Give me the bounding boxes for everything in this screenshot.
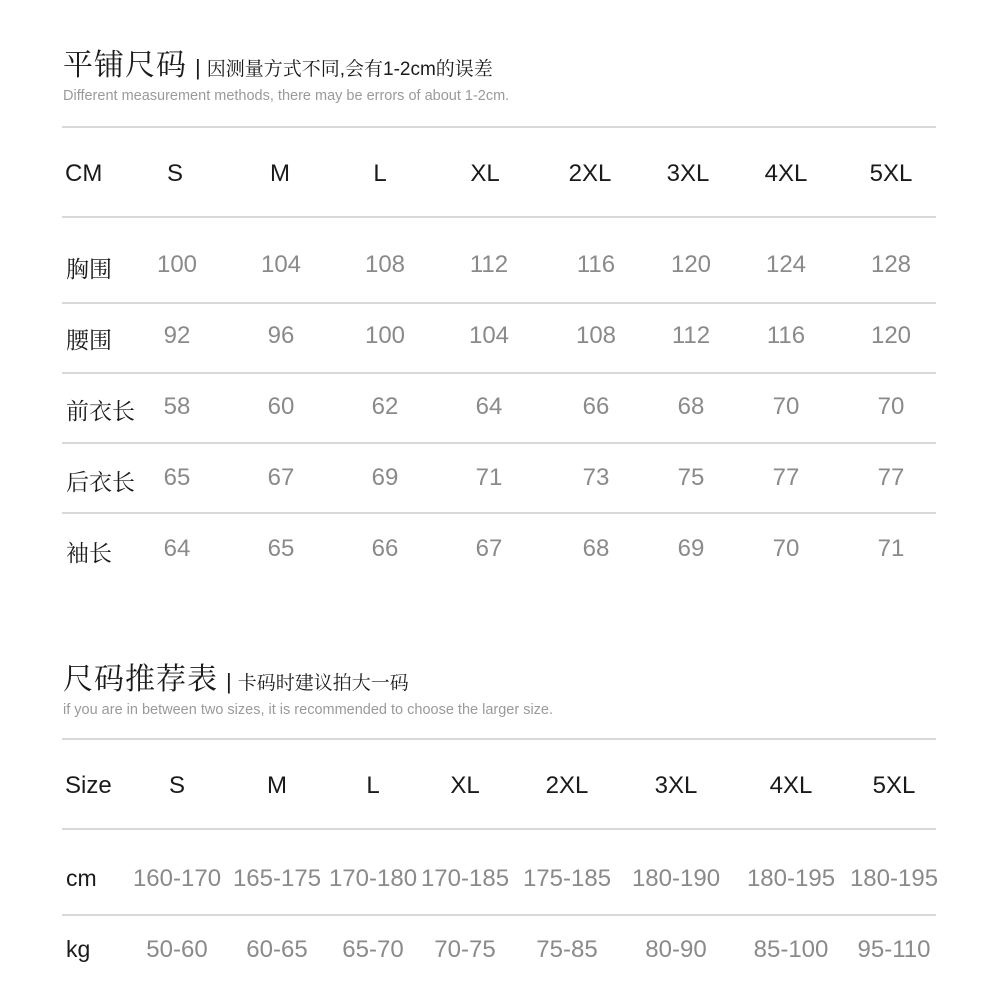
measurement-value: 70 — [772, 393, 800, 420]
table-divider — [62, 126, 936, 128]
table-divider — [62, 512, 936, 514]
weight-range-value: 50-60 — [146, 936, 208, 963]
measurement-value: 67 — [267, 464, 295, 491]
size-chart-title-line — [63, 40, 509, 84]
measurement-value: 71 — [475, 464, 503, 491]
table-divider — [62, 372, 936, 374]
weight-range-value: 60-65 — [246, 936, 308, 963]
header-cell-size: 5XL — [872, 772, 916, 799]
recommendation-title-block — [63, 654, 553, 718]
weight-range-value: 85-100 — [753, 936, 829, 963]
measurement-value: 96 — [267, 322, 295, 349]
row-label: 后衣长 — [66, 469, 135, 495]
height-range-value: 165-175 — [232, 865, 322, 892]
table-divider — [62, 828, 936, 830]
measurement-value: 66 — [371, 535, 399, 562]
header-cell-size: L — [373, 160, 387, 187]
measurement-value: 112 — [671, 322, 711, 349]
measurement-value: 100 — [364, 322, 406, 349]
weight-range-value: 95-110 — [857, 936, 931, 963]
measurement-value: 124 — [765, 251, 807, 278]
title-separator: | — [195, 55, 201, 80]
measurement-value: 70 — [877, 393, 905, 420]
header-cell-size: 2XL — [568, 160, 612, 187]
row-label: kg — [66, 936, 91, 962]
measurement-value: 128 — [870, 251, 912, 278]
table-divider — [62, 914, 936, 916]
measurement-value: 71 — [877, 535, 905, 562]
header-cell-size: M — [267, 772, 287, 799]
header-cell-size: XL — [470, 160, 500, 187]
measurement-value: 64 — [475, 393, 503, 420]
measurement-value: 112 — [469, 251, 509, 278]
header-cell-size: XL — [450, 772, 480, 799]
recommendation-title: 尺码推荐表 — [63, 663, 218, 696]
measurement-value: 65 — [267, 535, 295, 562]
size-chart-title-block — [63, 40, 509, 104]
measurement-value: 62 — [371, 393, 399, 420]
measurement-value: 92 — [163, 322, 191, 349]
header-cell-size: S — [168, 772, 186, 799]
row-label: 袖长 — [66, 540, 112, 566]
header-cell-size: S — [166, 160, 184, 187]
header-cell-size: L — [366, 772, 380, 799]
measurement-value: 75 — [677, 464, 705, 491]
measurement-value: 60 — [267, 393, 295, 420]
weight-range-value: 75-85 — [536, 936, 598, 963]
measurement-value: 116 — [576, 251, 616, 278]
measurement-value: 73 — [582, 464, 610, 491]
header-cell-size: 5XL — [869, 160, 913, 187]
table-divider — [62, 738, 936, 740]
header-cell-size: 3XL — [654, 772, 698, 799]
row-label: cm — [66, 865, 97, 891]
table-divider — [62, 216, 936, 218]
table-divider — [62, 302, 936, 304]
height-range-value: 170-185 — [420, 865, 510, 892]
size-chart-note: 因测量方式不同,会有1-2cm的误差 — [206, 59, 493, 80]
measurement-value: 58 — [163, 393, 191, 420]
measurement-value: 116 — [766, 322, 806, 349]
height-range-value: 160-170 — [132, 865, 222, 892]
measurement-value: 77 — [772, 464, 800, 491]
measurement-value: 100 — [156, 251, 198, 278]
measurement-value: 108 — [364, 251, 406, 278]
header-cell-unit: Size — [65, 772, 112, 799]
height-range-value: 175-185 — [522, 865, 612, 892]
height-range-value: 180-195 — [746, 865, 836, 892]
recommendation-title-line — [63, 654, 553, 698]
title-separator: | — [226, 669, 232, 694]
header-cell-unit: CM — [65, 160, 103, 187]
height-range-value: 180-190 — [631, 865, 721, 892]
weight-range-value: 70-75 — [434, 936, 496, 963]
header-cell-size: 2XL — [545, 772, 589, 799]
header-cell-size: 4XL — [769, 772, 813, 799]
header-cell-size: 4XL — [764, 160, 808, 187]
measurement-value: 77 — [877, 464, 905, 491]
recommendation-subtitle: if you are in between two sizes, it is recommended to choose the larger size. — [63, 702, 554, 718]
measurement-value: 68 — [677, 393, 705, 420]
measurement-value: 69 — [371, 464, 399, 491]
measurement-value: 67 — [475, 535, 503, 562]
header-cell-size: M — [270, 160, 290, 187]
measurement-value: 69 — [677, 535, 705, 562]
measurement-value: 120 — [670, 251, 712, 278]
measurement-value: 65 — [163, 464, 191, 491]
weight-range-value: 80-90 — [645, 936, 707, 963]
recommendation-note: 卡码时建议拍大一码 — [237, 673, 409, 694]
measurement-value: 108 — [575, 322, 617, 349]
weight-range-value: 65-70 — [342, 936, 404, 963]
header-cell-size: 3XL — [666, 160, 710, 187]
height-range-value: 180-195 — [849, 865, 939, 892]
measurement-value: 70 — [772, 535, 800, 562]
row-label: 胸围 — [66, 256, 112, 282]
measurement-value: 120 — [870, 322, 912, 349]
measurement-value: 68 — [582, 535, 610, 562]
measurement-value: 66 — [582, 393, 610, 420]
measurement-value: 104 — [468, 322, 510, 349]
measurement-value: 64 — [163, 535, 191, 562]
size-chart-subtitle: Different measurement methods, there may be errors of about 1-2cm. — [63, 88, 510, 104]
height-range-value: 170-180 — [328, 865, 418, 892]
row-label: 腰围 — [66, 327, 112, 353]
measurement-value: 104 — [260, 251, 302, 278]
row-label: 前衣长 — [66, 398, 135, 424]
size-chart-title: 平铺尺码 — [63, 49, 187, 82]
table-divider — [62, 442, 936, 444]
